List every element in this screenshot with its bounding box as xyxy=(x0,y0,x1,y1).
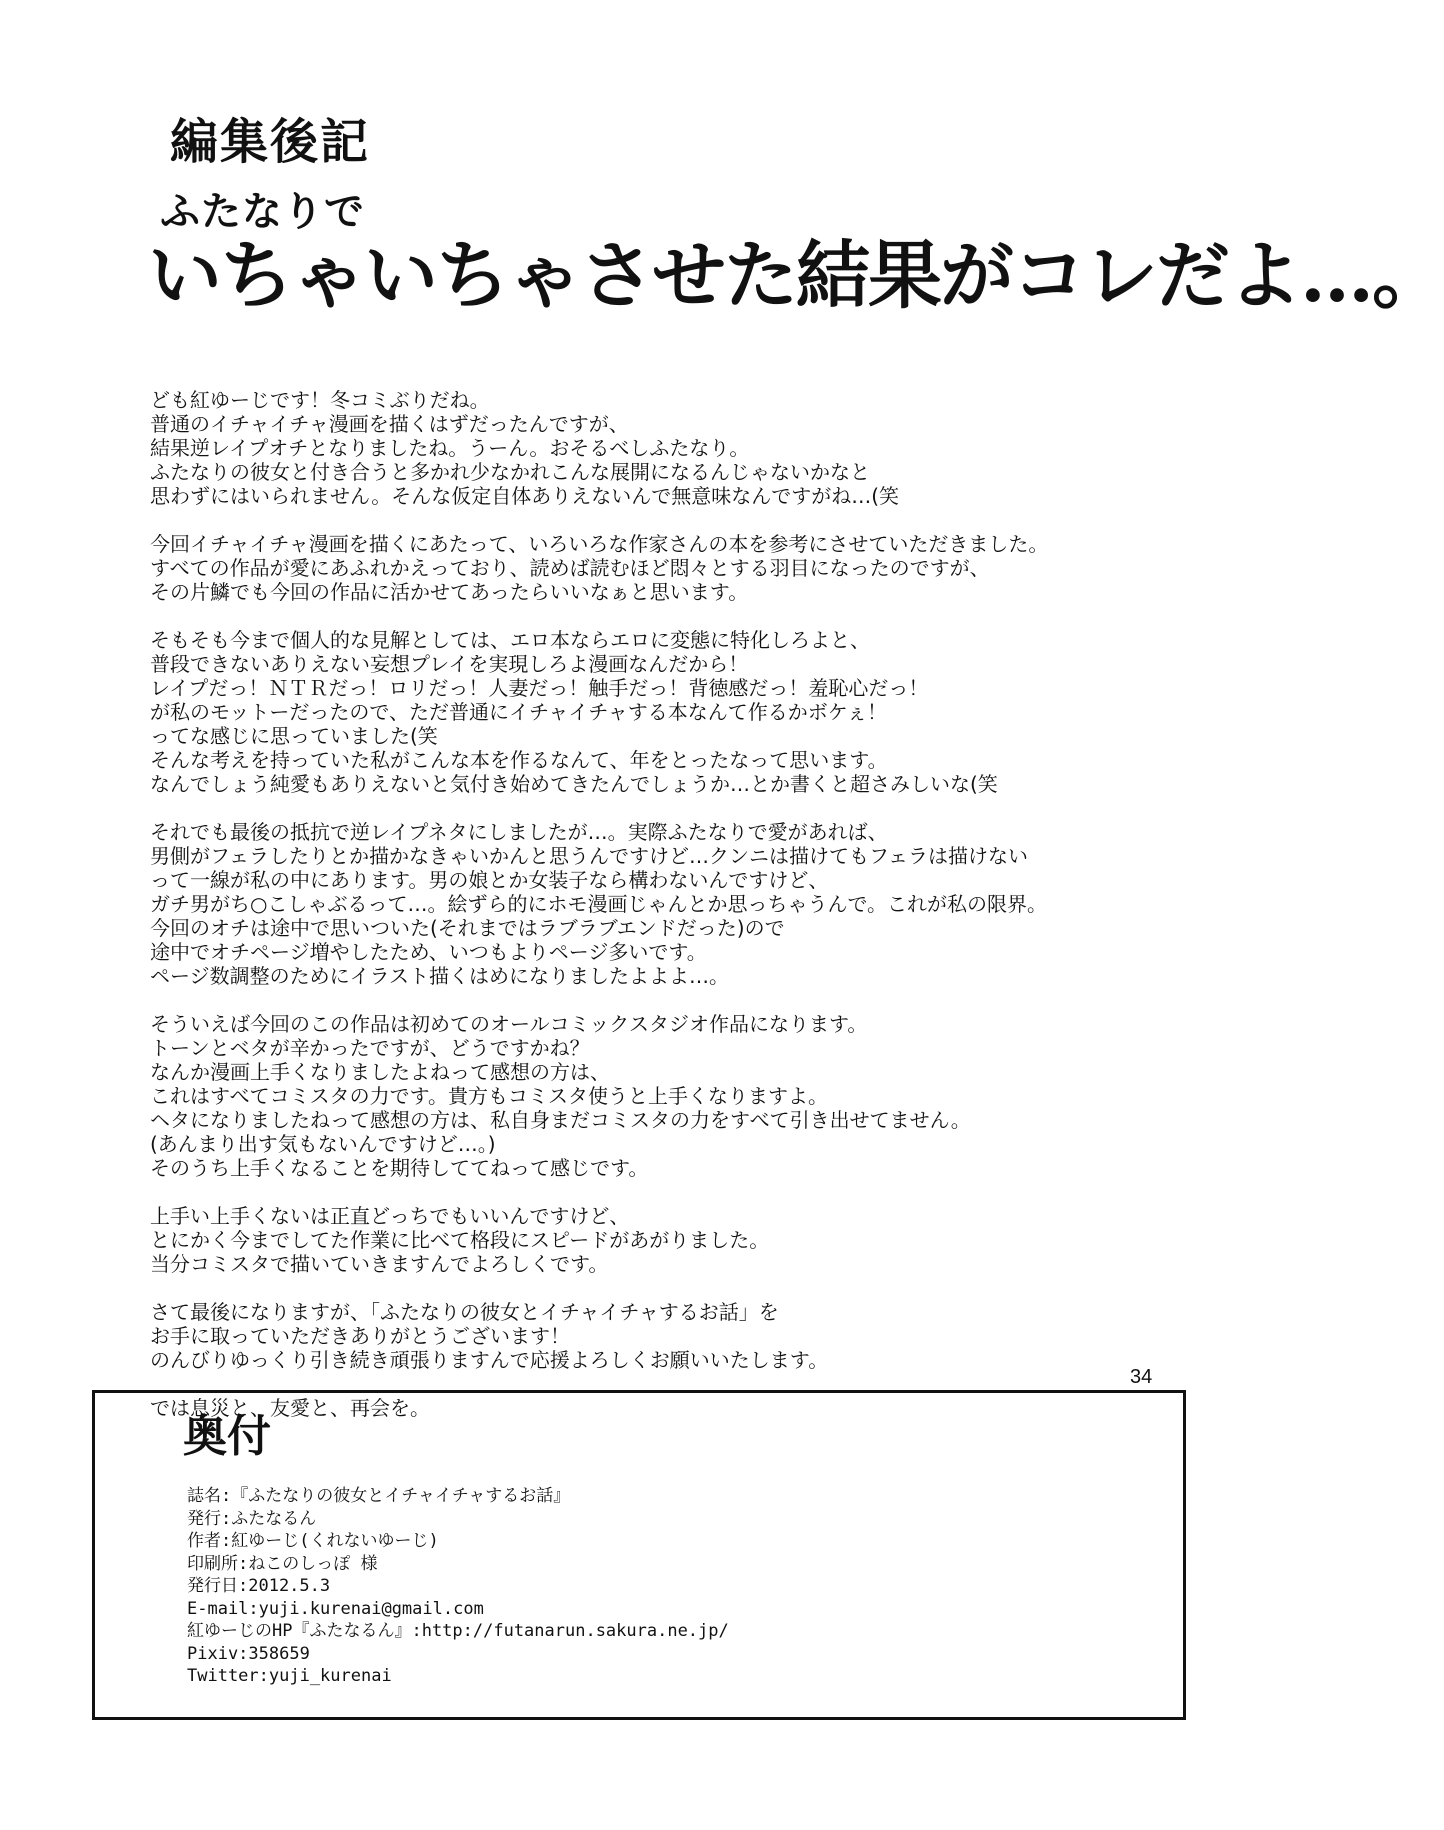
colophon-printer: 印刷所:ねこのしっぽ 様 xyxy=(187,1553,378,1574)
colophon-pixiv: Pixiv:358659 xyxy=(187,1643,310,1664)
page-number: 34 xyxy=(1130,1366,1153,1388)
colophon-box xyxy=(92,1390,1186,1720)
afterword-body xyxy=(150,388,1160,1444)
afterword-paragraph-6: 上手い上手くないは正直どっちでもいいんですけど、 とにかく今までしてた作業に比べて格段にスピードがあがりました。 当分コミスタで描いていきますんでよろしくです。 xyxy=(150,1204,770,1276)
afterword-paragraph-8: では息災と、友愛と、再会を。 xyxy=(150,1396,430,1420)
headline-small-text: ふたなりで xyxy=(160,188,365,235)
colophon-list xyxy=(187,1485,729,1688)
afterword-paragraph-7: さて最後になりますが、「ふたなりの彼女とイチャイチャするお話」を お手に取っていただきありがとうございます！ のんびりゆっくり引き続き頑張りますんで応援よろしくお願いいたします。 xyxy=(150,1300,829,1372)
colophon-publisher: 発行:ふたなるん xyxy=(187,1508,317,1529)
afterword-paragraph-2: 今回イチャイチャ漫画を描くにあたって、いろいろな作家さんの本を参考にさせていただきました。 すべての作品が愛にあふれかえっており、読めば読むほど悶々とする羽目になったのですが、 その片鱗でも今回の作品に活かせてあったらいいなぁと思います。 xyxy=(150,532,1049,604)
colophon-author: 作者:紅ゆーじ(くれないゆーじ) xyxy=(187,1531,439,1551)
headline xyxy=(148,188,1444,319)
colophon-email: E-mail:yuji.kurenai@gmail.com xyxy=(187,1598,484,1619)
afterword-paragraph-3: そもそも今まで個人的な見解としては、エロ本ならエロに変態に特化しろよと、 普段できないありえない妄想プレイを実現しろよ漫画なんだから！ レイプだっ！ＮＴＲだっ！ロリだっ！人妻だっ！触手だっ！背徳感だっ！羞恥心だっ！ が私のモットーだったので、ただ普通にイチャイチャする本なんて作るかボケぇ！ ってな感じに思っていました(笑 そんな考えを持っていた私がこんな本を作るなんて、年をとったなって思います。 なんでしょう純愛もありえないと気付き始めてきたんでしょうか…とか書くと超さみしいな(笑 xyxy=(150,628,998,796)
headline-big-text: いちゃいちゃさせた結果がコレだよ…。 xyxy=(148,233,1444,319)
colophon-twitter: Twitter:yuji_kurenai xyxy=(187,1666,392,1686)
colophon-issue-date: 発行日:2012.5.3 xyxy=(187,1576,331,1596)
afterword-paragraph-4: それでも最後の抵抗で逆レイプネタにしましたが…。実際ふたなりで愛があれば、 男側がフェラしたりとか描かなきゃいかんと思うんですけど…クンニは描けてもフェラは描けない って一線が私の中にあります。男の娘とか女装子なら構わないんですけど、 ガチ男がち○こしゃぶるって…。絵ずら的にホモ漫画じゃんとか思っちゃうんで。これが私の限界。 今回のオチは途中で思いついた(それまではラブラブエンドだった)ので 途中でオチページ増やしたため、いつもよりページ多いです。 ページ数調整のためにイラスト描くはめになりましたよよよ…。 xyxy=(150,820,1048,988)
colophon-publication-name: 誌名:『ふたなりの彼女とイチャイチャするお話』 xyxy=(187,1486,571,1506)
page-title: 編集後記 xyxy=(170,114,371,170)
colophon-title: 奥付 xyxy=(183,1411,271,1462)
afterword-paragraph-5: そういえば今回のこの作品は初めてのオールコミックスタジオ作品になります。 トーンとベタが辛かったですが、どうですかね？ なんか漫画上手くなりましたよねって感想の方は、 これはすべてコミスタの力です。貴方もコミスタ使うと上手くなりますよ。 ヘタになりましたねって感想の方は、私自身まだコミスタの力をすべて引き出せてません。 (あんまり出す気もないんですけど…。) そのうち上手くなることを期待しててねって感じです。 xyxy=(150,1012,971,1180)
colophon-homepage: 紅ゆーじのHP『ふたなるん』:http://futanarun.sakura.ne.jp/ xyxy=(187,1621,729,1641)
afterword-paragraph-1: ども紅ゆーじです！冬コミぶりだね。 普通のイチャイチャ漫画を描くはずだったんですが、 結果逆レイプオチとなりましたね。うーん。おそるべしふたなり。 ふたなりの彼女と付き合うと多かれ少なかれこんな展開になるんじゃないかなと 思わずにはいられません。そんな仮定自体ありえないんで無意味なんですがね…(笑 xyxy=(150,388,900,508)
